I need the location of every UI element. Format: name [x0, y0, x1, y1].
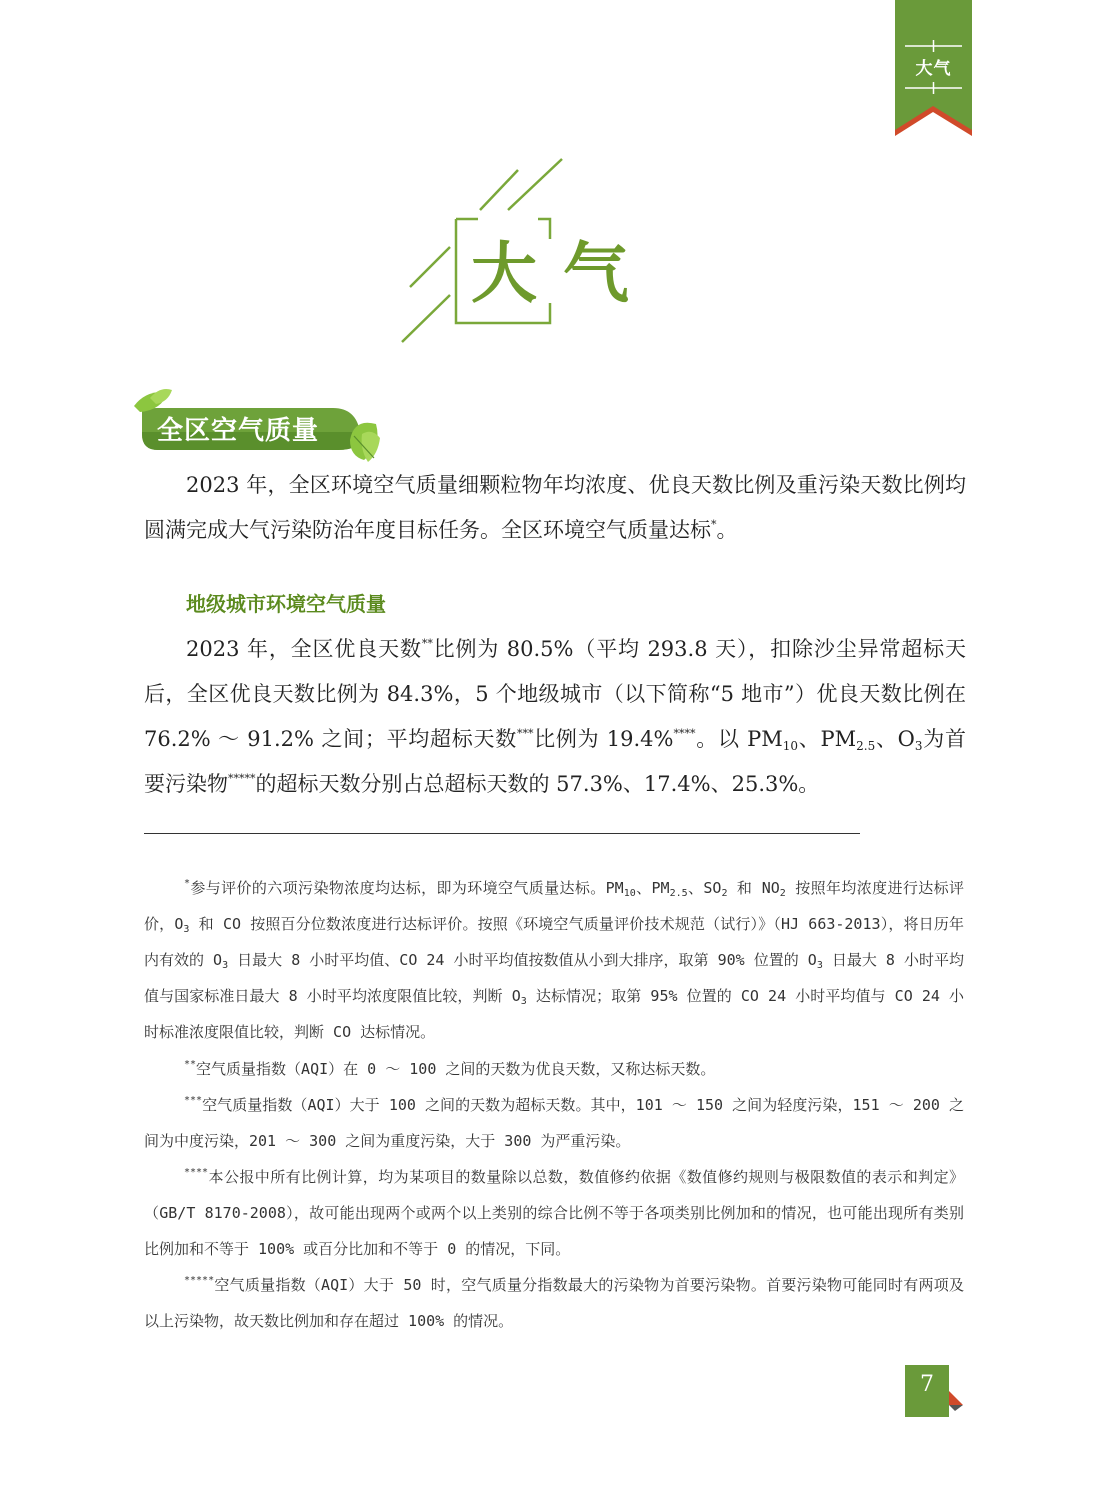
- page-title-char-2: 气: [563, 234, 629, 312]
- page-title-char-1: 大: [471, 234, 537, 312]
- footnote-1: *参与评价的六项污染物浓度均达标，即为环境空气质量达标。$PM_{10}$、$PM_{2.5}$、$SO_2$ 和 $NO_2$ 按照年均浓度进行达标评价，$O_3$ 和 CO 按照百分位数浓度进行达标评价。按照《环境空气质量评价技术规范（试行）》（HJ 663-2013），将日历年内有效的 $O_3$ 日最大 8 小时平均值、CO 24 小时平均值按数值从小到大排序，取第 90% 位置的 $O_3$ 日最大 8 小时平均值与国家标准日最大 8 小时平均浓度限值比较，判断 $O_3$ 达标情况；取第 95% 位置的 CO 24 小时平均值与 CO 24 小时标准浓度限值比较，判断 CO 达标情况。: [144, 878, 965, 1041]
- footnote-4: ****本公报中所有比例计算，均为某项目的数量除以总数，数值修约依据《数值修约规则与极限数值的表示和判定》（GB/T 8170-2008），故可能出现两个或两个以上类别的综合比例不等于各项类别比例加和的情况，也可能出现所有类别比例加和不等于 100% 或百分比加和不等于 0 的情况，下同。: [144, 1167, 964, 1258]
- footnote-mark: *: [711, 518, 717, 531]
- subsection-heading: 地级城市环境空气质量: [186, 592, 386, 616]
- footnote-3: ***空气质量指数（AQI）大于 100 之间的天数为超标天数。其中，101 ～ 150 之间为轻度污染，151 ～ 200 之间为中度污染，201 ～ 300 之间为重度污染，大于 300 为严重污染。: [144, 1095, 964, 1150]
- page-number: 7: [920, 1372, 934, 1397]
- footnote-2: **空气质量指数（AQI）在 0 ～ 100 之间的天数为优良天数，又称达标天数。: [184, 1059, 716, 1078]
- footnote-5: *****空气质量指数（AQI）大于 50 时，空气质量分指数最大的污染物为首要污染物。首要污染物可能同时有两项及以上污染物，故天数比例加和存在超过 100% 的情况。: [144, 1275, 964, 1330]
- intro-paragraph: 2023 年，全区环境空气质量细颗粒物年均浓度、优良天数比例及重污染天数比例均圆满完成大气污染防治年度目标任务。全区环境空气质量达标*。: [144, 473, 966, 542]
- tab-label: 大气: [915, 59, 952, 79]
- footnote-divider: [144, 833, 860, 834]
- section-heading: 全区空气质量: [157, 416, 320, 446]
- city-air-quality-paragraph: 2023 年，全区优良天数**比例为 80.5%（平均 293.8 天），扣除沙尘异常超标天后，全区优良天数比例为 84.3%，5 个地级城市（以下简称“5 地市”）优良天数比例在 76.2% ～ 91.2% 之间；平均超标天数***比例为 19.4%****。以 $PM_{10}$、$PM_{2.5}$、$O_3$为首要污染物*****的超标天数分别占总超标天数的 57.3%、17.4%、25.3%。: [144, 637, 967, 796]
